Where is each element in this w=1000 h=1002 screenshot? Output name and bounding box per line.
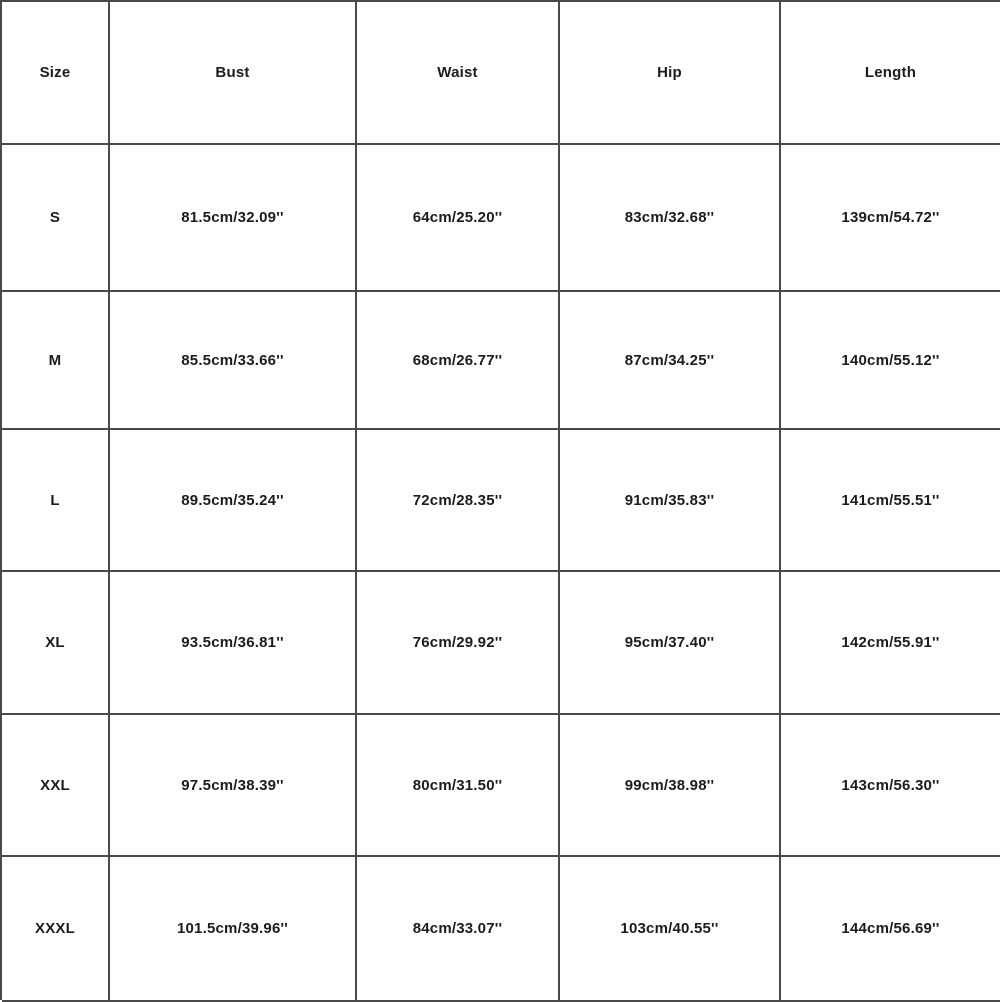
waist-value: 68cm/26.77'' (357, 292, 560, 430)
bust-value: 97.5cm/38.39'' (110, 715, 357, 857)
hip-value: 95cm/37.40'' (560, 572, 781, 715)
length-value: 141cm/55.51'' (781, 430, 1000, 572)
hip-value: 87cm/34.25'' (560, 292, 781, 430)
hip-value: 103cm/40.55'' (560, 857, 781, 1002)
length-value: 139cm/54.72'' (781, 145, 1000, 292)
bust-value: 93.5cm/36.81'' (110, 572, 357, 715)
bust-value: 89.5cm/35.24'' (110, 430, 357, 572)
column-header-size: Size (2, 2, 110, 145)
column-header-hip: Hip (560, 2, 781, 145)
column-header-bust: Bust (110, 2, 357, 145)
size-label: XL (2, 572, 110, 715)
waist-value: 84cm/33.07'' (357, 857, 560, 1002)
waist-value: 64cm/25.20'' (357, 145, 560, 292)
hip-value: 99cm/38.98'' (560, 715, 781, 857)
bust-value: 85.5cm/33.66'' (110, 292, 357, 430)
size-label: L (2, 430, 110, 572)
length-value: 140cm/55.12'' (781, 292, 1000, 430)
hip-value: 83cm/32.68'' (560, 145, 781, 292)
size-label: S (2, 145, 110, 292)
waist-value: 72cm/28.35'' (357, 430, 560, 572)
column-header-length: Length (781, 2, 1000, 145)
waist-value: 80cm/31.50'' (357, 715, 560, 857)
hip-value: 91cm/35.83'' (560, 430, 781, 572)
bust-value: 81.5cm/32.09'' (110, 145, 357, 292)
length-value: 142cm/55.91'' (781, 572, 1000, 715)
length-value: 143cm/56.30'' (781, 715, 1000, 857)
column-header-waist: Waist (357, 2, 560, 145)
size-label: M (2, 292, 110, 430)
size-label: XXL (2, 715, 110, 857)
length-value: 144cm/56.69'' (781, 857, 1000, 1002)
bust-value: 101.5cm/39.96'' (110, 857, 357, 1002)
size-label: XXXL (2, 857, 110, 1002)
waist-value: 76cm/29.92'' (357, 572, 560, 715)
